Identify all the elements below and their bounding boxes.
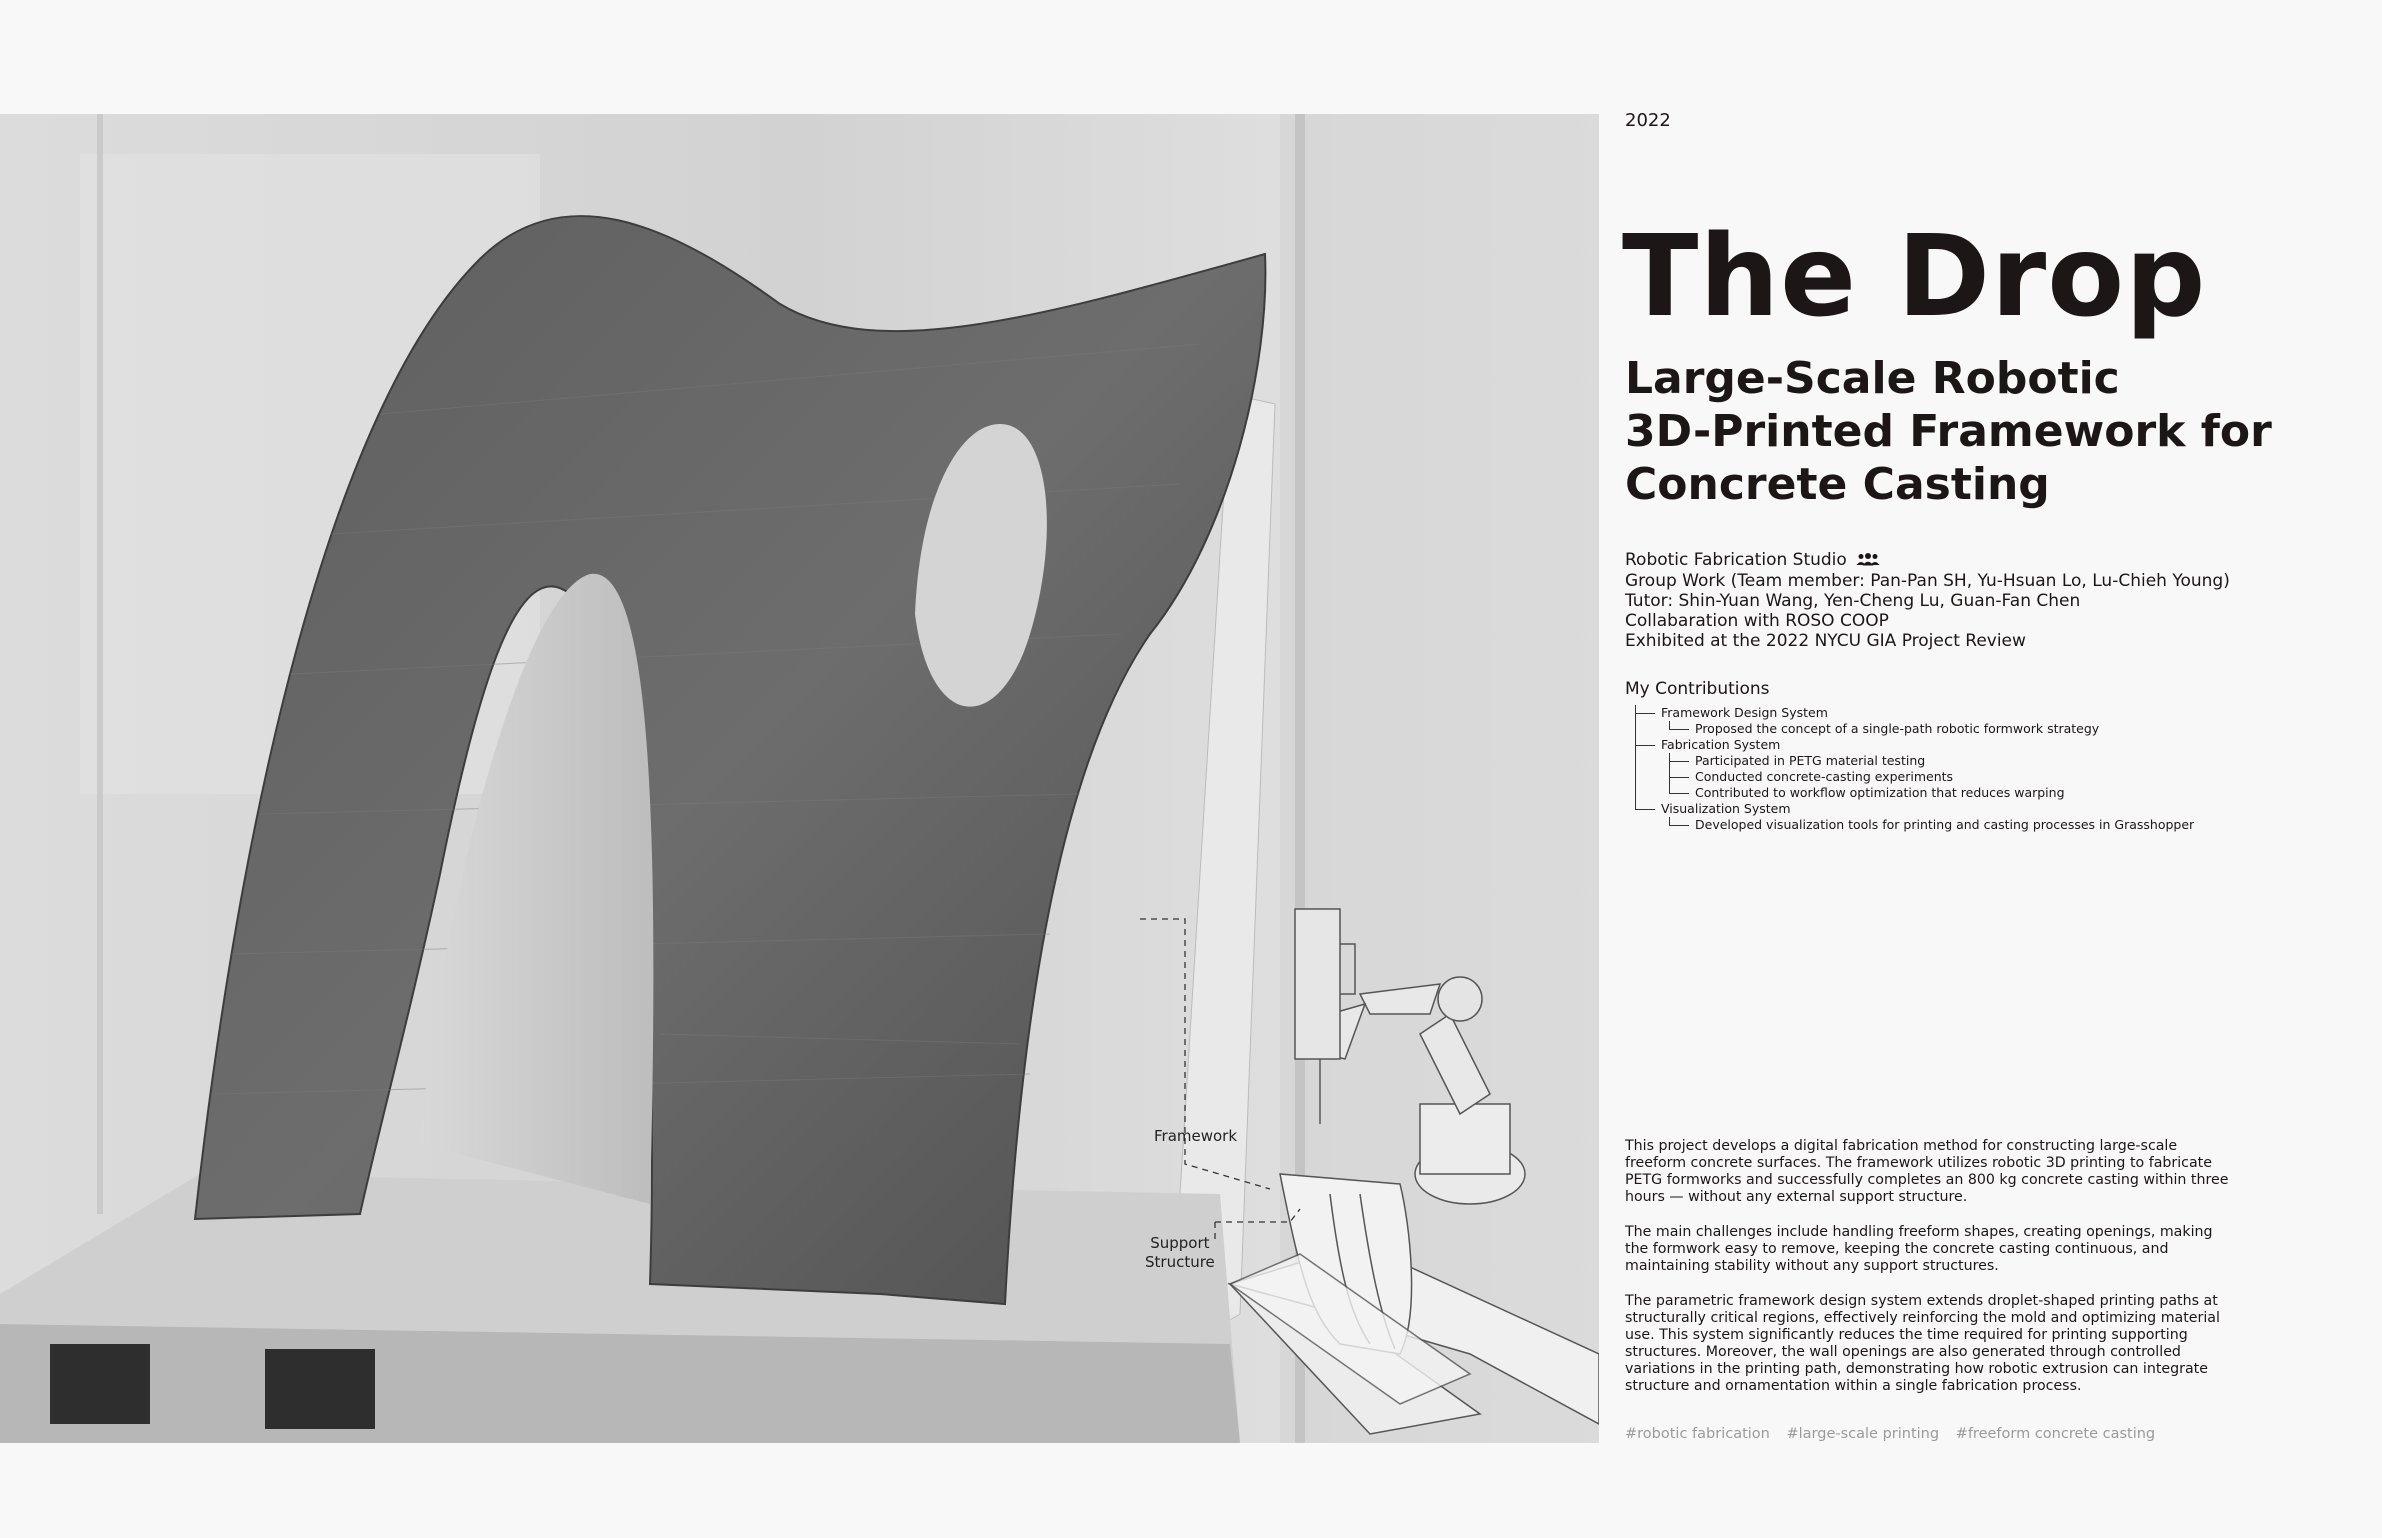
framework-label: Framework (1154, 1127, 1238, 1145)
group-work-line: Group Work (Team member: Pan-Pan SH, Yu-Hsuan Lo, Lu-Chieh Young) (1625, 571, 2230, 591)
contribution-item: Developed visualization tools for printing and casting processes in Grasshopper (1625, 817, 2194, 833)
contributions-heading: My Contributions (1625, 679, 1770, 699)
description-paragraph: The main challenges include handling freeform shapes, creating openings, making the formwork easy to remove, keeping the concrete casting continuous, and maintaining stability without any support structures. (1625, 1224, 2213, 1274)
concrete-sculpture-illustration (0, 114, 1599, 1443)
contribution-group: Fabrication System (1625, 737, 2194, 753)
contribution-item: Proposed the concept of a single-path robotic formwork strategy (1625, 721, 2194, 737)
project-photo (0, 114, 1599, 1443)
subtitle-line-3: Concrete Casting (1625, 459, 2050, 510)
studio-line (1625, 550, 2230, 571)
contribution-group: Framework Design System (1625, 705, 2194, 721)
project-tags (1625, 1426, 2167, 1442)
tag[interactable]: #large-scale printing (1786, 1426, 1940, 1442)
contributions-tree (1625, 705, 2194, 833)
collaboration-line: Collabaration with ROSO COOP (1625, 611, 1889, 631)
project-meta (1625, 550, 2230, 651)
support-label-line2: Structure (1145, 1253, 1215, 1271)
tag[interactable]: #robotic fabrication (1625, 1426, 1770, 1442)
subtitle-line-1: Large-Scale Robotic (1625, 353, 2120, 404)
group-icon (1856, 551, 1880, 571)
contribution-item: Contributed to workflow optimization that reduces warping (1625, 785, 2194, 801)
description-paragraph: The parametric framework design system extends droplet-shaped printing paths at structurally critical regions, effectively reinforcing the mold and optimizing material use. This system significantly reduces the time required for printing supporting structures. Moreover, the wall openings are also generated through controlled variations in the printing path, demonstrating how robotic extrusion can integrate structure and ornamentation within a single fabrication process. (1625, 1293, 2220, 1394)
contribution-group: Visualization System (1625, 801, 2194, 817)
subtitle-line-2: 3D-Printed Framework for (1625, 406, 2272, 457)
studio-name: Robotic Fabrication Studio (1625, 550, 1847, 570)
support-structure-label (1145, 1234, 1215, 1272)
project-year: 2022 (1625, 110, 1671, 131)
tutor-line: Tutor: Shin-Yuan Wang, Yen-Cheng Lu, Guan-Fan Chen (1625, 591, 2081, 611)
project-title: The Drop (1622, 212, 2207, 342)
project-description (1625, 1138, 2235, 1413)
contribution-item: Conducted concrete-casting experiments (1625, 769, 2194, 785)
project-subtitle (1625, 352, 2272, 511)
description-paragraph: This project develops a digital fabrication method for constructing large-scale freeform concrete surfaces. The framework utilizes robotic 3D printing to fabricate PETG formworks and successfully completes an 800 kg concrete casting within three hours — without any external support structure. (1625, 1138, 2229, 1205)
contribution-item: Participated in PETG material testing (1625, 753, 2194, 769)
support-label-line1: Support (1150, 1234, 1210, 1252)
tag[interactable]: #freeform concrete casting (1955, 1426, 2156, 1442)
exhibition-line: Exhibited at the 2022 NYCU GIA Project Review (1625, 631, 2026, 651)
